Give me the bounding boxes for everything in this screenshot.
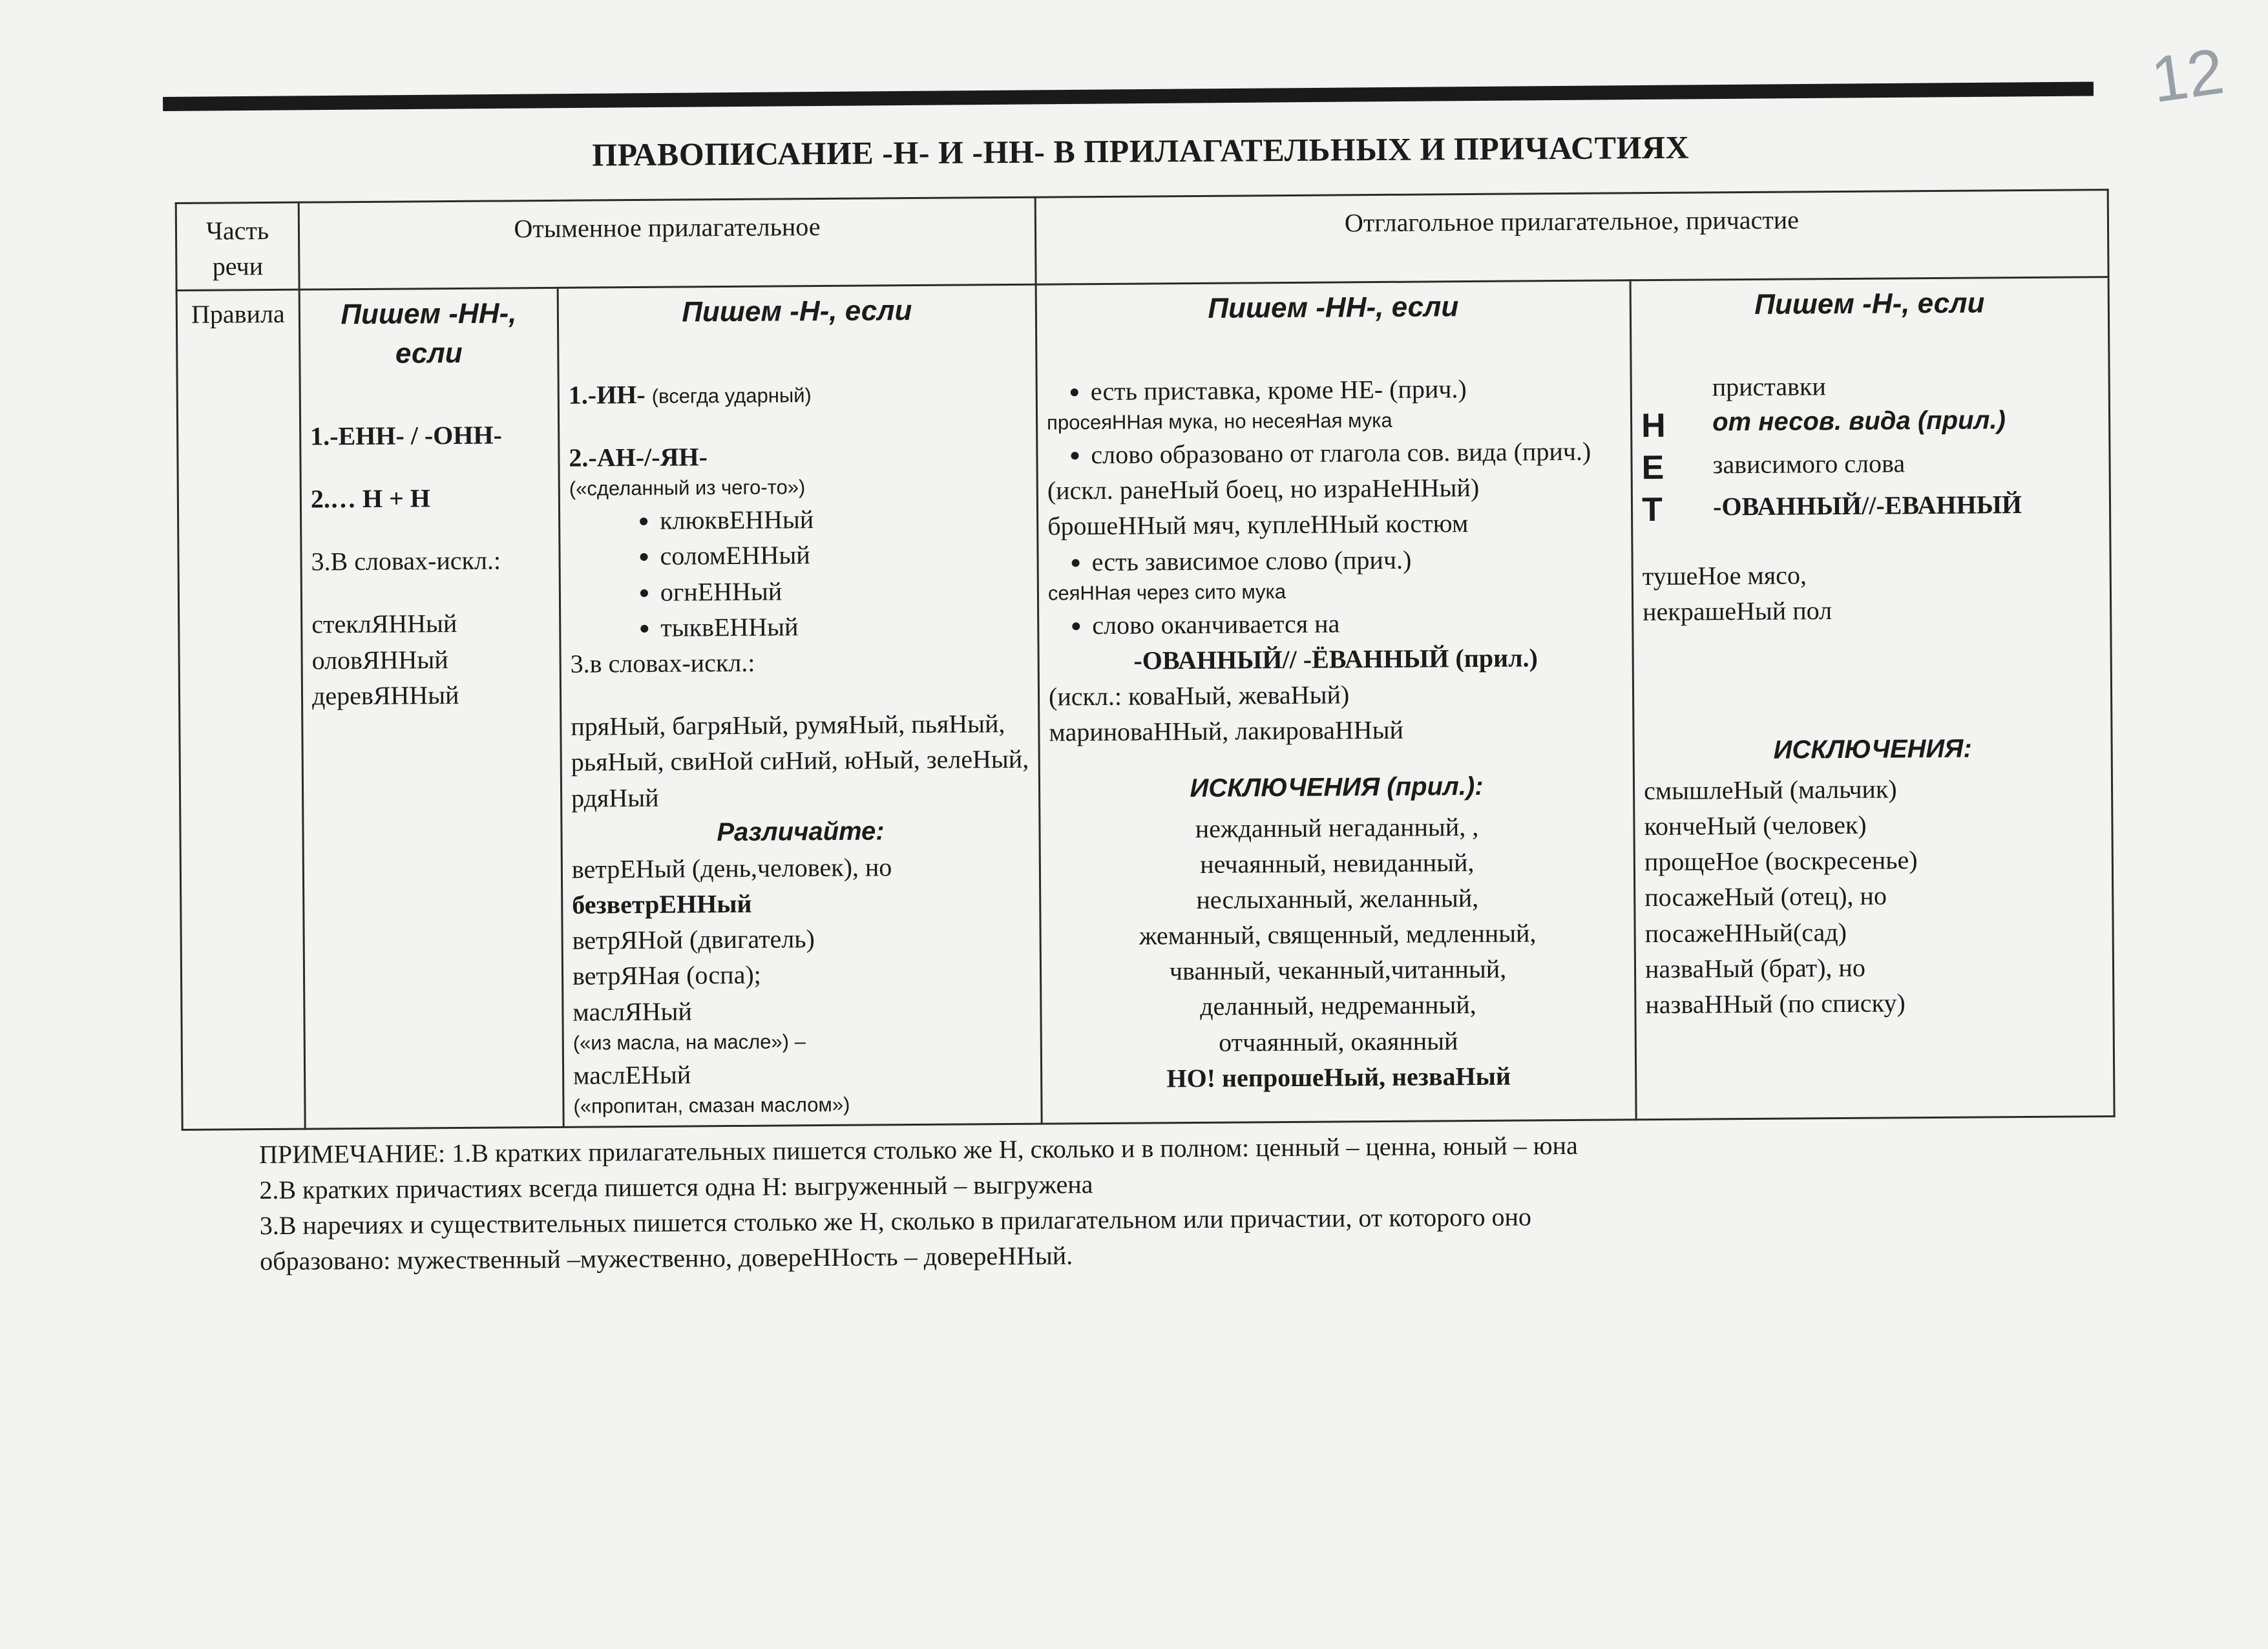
note-2: 2.В кратких причастиях всегда пишется одна Н: выгруженный – выгружена (259, 1169, 1093, 1204)
distinguish-line: («из масла, на масле») – (572, 1030, 806, 1055)
nn-adj-rule2: 2.… Н + Н (310, 483, 431, 514)
n-verb-example: тушеНое мясо, (1642, 560, 1807, 591)
nn-verb-example: брошеННый мяч, куплеННый костюм (1047, 509, 1469, 541)
header-verbal: Отглагольное прилагательное, причастие (1035, 190, 2108, 285)
header-part-of-speech: Часть речи (176, 202, 299, 291)
n-verb-exception-line: прощеНое (воскресенье) (1644, 845, 1918, 877)
notes-section (182, 1124, 2114, 1280)
nn-verb-exception-line: нежданный негаданный, , (1195, 812, 1479, 843)
nn-adj-rule3: 3.В словах-искл.: (311, 545, 501, 576)
nn-adj-word: деревЯННый (311, 680, 459, 711)
n-adj-rule2-note: («сделанный из чего-то») (569, 476, 806, 501)
list-item: • слово образовано от глагола сов. вида (прич.) (1091, 433, 1621, 472)
page-title: ПРАВОПИСАНИЕ -Н- И -НН- В ПРИЛАГАТЕЛЬНЫХ И ПРИЧАСТИЯХ (592, 129, 1690, 173)
n-verb-exception-line: кончеНый (человек) (1644, 810, 1867, 841)
cell-nn-verbal (1036, 280, 1636, 1124)
cell-n-adjective (558, 285, 1042, 1127)
n-verb-exception-line: посажеННый(сад) (1644, 917, 1847, 948)
list-item: • огнЕННый (660, 571, 1028, 609)
cell-nn-adjective (299, 288, 563, 1129)
list-item: • соломЕННый (660, 536, 1027, 574)
net-row (1641, 366, 2099, 405)
nn-verb-exception-line: нечаянный, невиданный, (1200, 847, 1475, 879)
page-number: 12 (2147, 34, 2229, 117)
n-verb-exception-line: назваННый (по списку) (1645, 988, 1906, 1020)
n-adj-rule1: 1.-ИН- (568, 380, 646, 410)
net-letter (1641, 369, 1712, 370)
nn-adj-word: стеклЯННый (311, 609, 457, 639)
table-rules-row (176, 277, 2114, 1129)
nn-adj-rule1: 1.-ЕНН- / -ОНН- (310, 420, 503, 451)
nn-verb-example: просеяННая мука, но несеяНая мука (1046, 409, 1392, 434)
nn-verb-exceptions-title: ИСКЛЮЧЕНИЯ (прил.): (1190, 772, 1484, 803)
net-letter: Е (1641, 449, 1664, 487)
distinguish-line: ветрЯНой (двигатель) (572, 924, 815, 956)
nn-verb-exception: (искл. ранеНый боец, но израНеННый) (1047, 473, 1480, 505)
note-1: ПРИМЕЧАНИЕ: 1.В кратких прилагательных пишется столько же Н, сколько и в полном: ценный – ценна, юный – юна (258, 1130, 1578, 1169)
top-rule (163, 82, 2094, 111)
nn-adj-word: оловЯННый (311, 644, 448, 675)
list-item: • есть приставка, кроме НЕ- (прич.) (1091, 370, 1621, 409)
nn-verb-exception-line: отчаянный, окаянный (1218, 1025, 1458, 1057)
nn-verb-exception-line: жеманный, священный, медленный, (1139, 918, 1537, 951)
nn-verb-exception-line: НО! непрошеНый, незваНый (1166, 1061, 1511, 1093)
nn-verb-suffix: -ОВАННЫЙ// -ЁВАННЫЙ (прил.) (1133, 643, 1538, 675)
distinguish-line: ветрЕНый (день,человек), но (571, 852, 892, 884)
n-verb-exceptions-title: ИСКЛЮЧЕНИЯ: (1773, 734, 1972, 764)
n-adj-rule2: 2.-АН-/-ЯН- (569, 442, 708, 473)
n-verb-condition: от несов. вида (прил.) (1712, 406, 2006, 437)
n-adj-heading: Пишем -Н-, если (682, 295, 912, 328)
n-verb-condition: приставки (1712, 372, 1826, 402)
distinguish-line: маслЯНый (572, 996, 692, 1027)
n-adj-exceptions: пряНый, багряНый, румяНый, пьяНый, рьяНый, свиНой сиНий, юНый, зелеНый, рдяНый (571, 709, 1029, 813)
nn-verb-example: мариноваННый, лакироваННый (1049, 715, 1404, 747)
table-header-row (176, 190, 2108, 291)
n-verb-heading: Пишем -Н-, если (1754, 287, 1985, 321)
n-verb-condition: -ОВАННЫЙ//-ЕВАННЫЙ (1712, 490, 2022, 521)
n-adj-rule3: 3.в словах-искл.: (570, 647, 755, 678)
nn-verb-exception-line: деланный, недреманный, (1199, 990, 1476, 1022)
document-body (174, 125, 2114, 1279)
n-verb-example: некрашеНый пол (1643, 596, 1832, 627)
n-adj-examples (569, 500, 1029, 646)
distinguish-title: Различайте: (717, 817, 885, 846)
distinguish-line: («пропитан, смазан маслом») (573, 1093, 850, 1118)
nn-verb-list (1047, 540, 1622, 580)
n-verb-condition: зависимого слова (1712, 448, 1906, 479)
net-row (1641, 444, 2099, 489)
net-row (1642, 486, 2100, 531)
n-adj-rule1-note: (всегда ударный) (651, 384, 812, 408)
note-3: 3.В наречиях и существительных пишется столько же Н, сколько в прилагательном или причастии, от которого оно (259, 1202, 1532, 1241)
n-verb-exception-line: смышлеНый (мальчик) (1643, 774, 1897, 805)
list-item: • тыквЕННый (660, 607, 1028, 646)
cell-n-verbal (1630, 277, 2114, 1119)
nn-verb-heading: Пишем -НН-, если (1208, 291, 1459, 325)
list-item: • есть зависимое слово (прич.) (1091, 540, 1622, 580)
nn-verb-list (1047, 433, 1621, 472)
distinguish-line: маслЕНый (572, 1060, 691, 1090)
rules-table (175, 189, 2116, 1130)
header-denominal: Отыменное прилагательное (299, 197, 1036, 289)
nn-verb-exception: (искл.: коваНый, жеваНый) (1048, 680, 1350, 711)
distinguish-line: ветрЯНая (оспа); (572, 960, 761, 991)
note-3-continuation: образовано: мужественный –мужественно, довереННость – довереННый. (259, 1241, 1073, 1276)
row-label-rules: Правила (176, 290, 305, 1129)
distinguish-line: безветрЕННый (572, 888, 752, 919)
nn-verb-example: сеяННая через сито мука (1047, 580, 1286, 605)
n-verb-exception-line: назваНый (брат), но (1644, 952, 1866, 983)
list-item: • слово оканчивается на (1092, 604, 1622, 643)
list-item: • клюквЕННый (660, 500, 1027, 538)
nn-verb-list (1048, 604, 1622, 643)
net-row (1641, 402, 2099, 447)
n-verb-exception-line: посажеНый (отец), но (1644, 881, 1887, 912)
nn-verb-exception-line: неслыханный, желанный, (1196, 883, 1479, 914)
nn-verb-exception-line: чванный, чеканный,читанный, (1169, 954, 1507, 986)
nn-adj-heading: Пишем -НН-, если (341, 297, 517, 370)
net-letter: Т (1641, 491, 1663, 529)
nn-verb-list (1047, 370, 1621, 409)
net-letter: Н (1641, 407, 1666, 445)
